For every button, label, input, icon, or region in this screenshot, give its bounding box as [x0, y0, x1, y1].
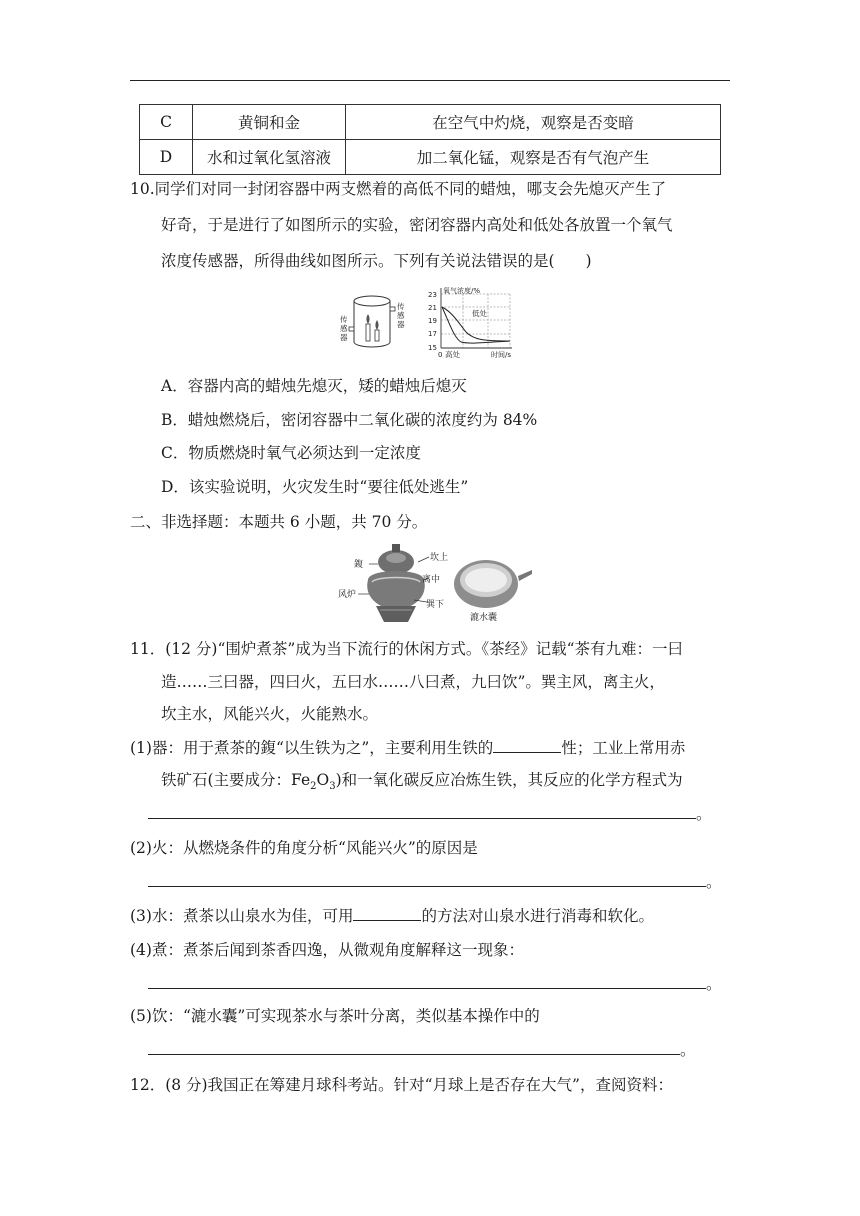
answer-blank[interactable] — [148, 970, 706, 989]
q11-part1-text: (1)器：用于煮茶的鍑“以生铁为之”，主要利用生铁的 — [130, 739, 494, 757]
sensor-label-right-3: 器 — [397, 320, 405, 329]
table-cell: 水和过氧化氢溶液 — [193, 140, 346, 175]
table-row — [140, 140, 721, 175]
strainer-illustration — [454, 560, 532, 608]
ytick-label: 15 — [428, 344, 437, 352]
label-kanshang: 坎上 — [430, 553, 449, 563]
table-cell: 在空气中灼烧，观察是否变暗 — [346, 105, 721, 140]
tea-pot-illustration — [367, 544, 425, 622]
period: 。 — [706, 873, 722, 891]
period: 。 — [706, 975, 722, 993]
formula-text: )和一氧化碳反应冶炼生铁，其反应的化学方程式为 — [335, 771, 683, 789]
q10-option-b: B．蜡烛燃烧后，密闭容器中二氧化碳的浓度约为 84% — [161, 411, 538, 429]
sensor-label-right-1: 传 — [397, 302, 405, 311]
label-fenglu: 风炉 — [338, 590, 357, 600]
ytick-label: 21 — [428, 304, 437, 312]
q12-line1: 12．(8 分)我国正在筹建月球科考站。针对“月球上是否存在大气”，查阅资料： — [130, 1076, 673, 1094]
q11-part5: (5)饮：“漉水囊”可实现茶水与茶叶分离，类似基本操作中的 — [130, 1007, 540, 1025]
candle-experiment-figure — [334, 284, 534, 364]
formula-subscript: 2 — [310, 781, 317, 793]
table-cell: 黄铜和金 — [193, 105, 346, 140]
label-xunxia: 巽下 — [426, 600, 445, 610]
formula-text: 铁矿石(主要成分：Fe — [161, 771, 311, 789]
q11-line2: 造……三曰器，四曰火，五曰水……八曰煮，九曰饮”。巽主风，离主火， — [161, 673, 665, 691]
answer-blank[interactable] — [493, 752, 561, 753]
container-illustration — [349, 296, 395, 347]
table-cell: C — [140, 105, 193, 140]
q10-option-d: D．该实验说明，火灾发生时“要往低处逃生” — [161, 478, 469, 496]
q10-line2: 好奇，于是进行了如图所示的实验，密闭容器内高处和低处各放置一个氧气 — [161, 216, 673, 234]
label-lushuinang: 漉水囊 — [470, 613, 498, 623]
q11-part3-text-b: 的方法对山泉水进行消毒和软化。 — [421, 907, 654, 925]
q11-part1-text-b: 性；工业上常用赤 — [561, 739, 686, 757]
q11-part4-answer — [148, 970, 722, 994]
q11-part5-answer — [148, 1036, 696, 1060]
q11-part3-text: (3)水：煮茶以山泉水为佳，可用 — [130, 907, 354, 925]
table-cell: D — [140, 140, 193, 175]
q11-line3: 坎主水，风能兴火，火能熟水。 — [161, 705, 379, 723]
origin-label: 0 — [438, 351, 443, 359]
q10-line1: 10.同学们对同一封闭容器中两支燃着的高低不同的蜡烛，哪支会先熄灭产生了 — [130, 180, 667, 198]
q11-line1: 11．(12 分)“围炉煮茶”成为当下流行的休闲方式。《茶经》记载“茶有九难：一曰 — [130, 640, 683, 658]
label-lizhong: 离中 — [422, 575, 441, 585]
options-table — [139, 104, 721, 175]
table-row — [140, 105, 721, 140]
answer-blank[interactable] — [148, 868, 706, 887]
q11-part2-answer — [148, 868, 722, 892]
label-fu: 鍑 — [354, 560, 364, 570]
oxygen-graph — [441, 288, 512, 348]
tea-tools-figure — [336, 540, 536, 626]
period: 。 — [696, 805, 712, 823]
sensor-label-left-2: 感 — [340, 324, 348, 333]
curve-label-high: 高处 — [445, 350, 460, 359]
header-rule — [130, 80, 730, 81]
sensor-label-left-1: 传 — [340, 315, 348, 324]
graph-ylabel: 氧气浓度/% — [443, 287, 481, 295]
section-heading: 二、非选择题：本题共 6 小题，共 70 分。 — [130, 513, 428, 531]
ytick-label: 17 — [428, 330, 437, 338]
formula-text: O — [316, 771, 330, 789]
q10-option-a: A．容器内高的蜡烛先熄灭，矮的蜡烛后熄灭 — [161, 377, 467, 395]
curve-label-low: 低处 — [472, 309, 487, 318]
period: 。 — [680, 1041, 696, 1059]
q10-option-c: C．物质燃烧时氧气必须达到一定浓度 — [161, 444, 421, 462]
table-cell: 加二氧化锰，观察是否有气泡产生 — [346, 140, 721, 175]
q11-part2: (2)火：从燃烧条件的角度分析“风能兴火”的原因是 — [130, 839, 478, 857]
graph-xlabel: 时间/s — [491, 351, 512, 359]
q11-part4: (4)煮：煮茶后闻到茶香四逸，从微观角度解释这一现象： — [130, 941, 524, 959]
ytick-label: 19 — [428, 317, 437, 325]
q11-part3 — [130, 904, 654, 926]
formula-subscript: 3 — [329, 781, 336, 793]
ytick-label: 23 — [428, 291, 437, 299]
q10-line3: 浓度传感器，所得曲线如图所示。下列有关说法错误的是( ) — [161, 252, 592, 270]
sensor-label-left-3: 器 — [340, 333, 348, 342]
q11-part1-answer — [148, 800, 712, 824]
sensor-label-right-2: 感 — [397, 311, 405, 320]
answer-blank[interactable] — [353, 920, 421, 921]
answer-blank[interactable] — [148, 1036, 680, 1055]
q11-part1 — [130, 736, 685, 758]
answer-blank[interactable] — [148, 800, 696, 819]
q11-part1-line2 — [161, 768, 683, 792]
